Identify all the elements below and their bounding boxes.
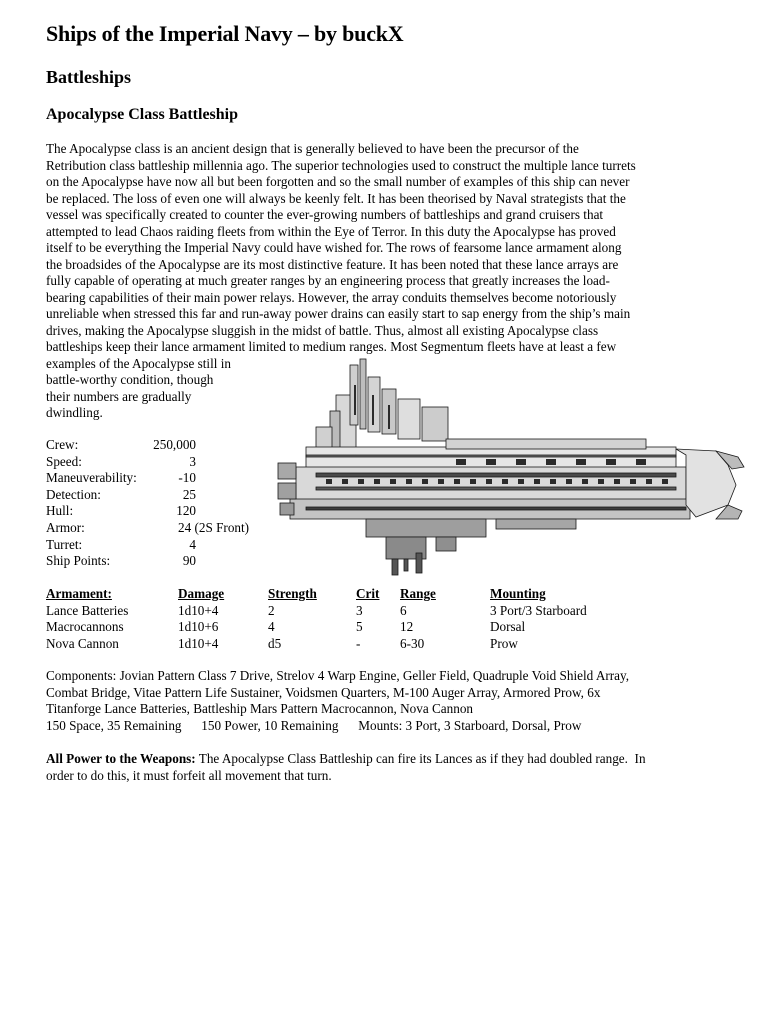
table-cell: 6	[400, 602, 407, 618]
stat-label: Ship Points:	[46, 553, 111, 569]
special-rule-line: order to do this, it must forfeit all movement that turn.	[46, 767, 332, 783]
table-cell: Lance Batteries	[46, 602, 129, 618]
intro-line: the broadsides of the Apocalypse are its most distinctive feature. It has been noted that these lance arrays are	[46, 256, 619, 272]
components-line: 150 Space, 35 Remaining 150 Power, 10 Remaining Mounts: 3 Port, 3 Starboard, Dorsal, Prow	[46, 717, 582, 733]
table-cell: 1d10+6	[178, 619, 219, 635]
table-cell: 6-30	[400, 635, 425, 651]
table-cell: 3 Port/3 Starboard	[490, 602, 587, 618]
special-rule-text: The Apocalypse Class Battleship can fire its Lances as if they had doubled range. In	[195, 751, 646, 766]
table-cell: 3	[356, 602, 363, 618]
intro-line: unreliable when stressed this far and run-away power drains can easily start to sap energy from the ship’s main	[46, 306, 631, 321]
intro-line: dwindling.	[46, 405, 103, 420]
table-cell: 1d10+4	[178, 635, 219, 651]
stat-label: Armor:	[46, 519, 85, 535]
intro-line: bearing capabilities of their main power relays. However, the array conduits themselves become notoriously	[46, 289, 617, 305]
stat-value: 25	[182, 486, 196, 502]
table-cell: 1d10+4	[178, 602, 219, 618]
intro-line: their numbers are gradually	[46, 388, 192, 404]
intro-line: battle-worthy condition, though	[46, 372, 214, 387]
table-cell: 4	[268, 619, 275, 635]
special-rule-paragraph	[46, 751, 736, 784]
table-cell: 5	[356, 619, 363, 635]
components-paragraph	[46, 668, 736, 734]
crit-header: Crit	[356, 586, 380, 601]
stat-label: Hull:	[46, 503, 74, 519]
stat-value: 90	[182, 553, 196, 569]
intro-line: attempted to lead Chaos raiding fleets from within the Eye of Terror. In this duty the Apocalypse has proved	[46, 223, 616, 239]
table-cell: d5	[268, 635, 282, 651]
intro-line: on the Apocalypse have now all but been forgotten and so the small number of examples of this ship can never	[46, 174, 630, 189]
components-line: Combat Bridge, Vitae Pattern Life Sustainer, Voidsmen Quarters, M-100 Auger Array, Armored Prow, 6x	[46, 684, 601, 700]
stat-label: Speed:	[46, 453, 82, 469]
intro-line: itself to be everything the Imperial Navy could have wished for. The rows of fearsome lance armament along	[46, 240, 622, 255]
intro-line: Retribution class battleship millennia ago. The superior technologies used to construct the multiple lance turrets	[46, 157, 636, 173]
intro-line: vessel was specifically created to counter the ever-growing numbers of battleships and grand cruisers that	[46, 207, 604, 222]
intro-line: battleships keep their lance armament limited to medium ranges. Most Segmentum fleets have at least a few	[46, 339, 617, 354]
intro-line: The Apocalypse class is an ancient design that is generally believed to have been the precursor of the	[46, 141, 579, 156]
stat-label: Crew:	[46, 437, 79, 452]
components-line: Titanforge Lance Batteries, Battleship Mars Pattern Macrocannon, Nova Cannon	[46, 701, 474, 717]
stat-label: Detection:	[46, 486, 101, 502]
strength-header: Strength	[268, 586, 317, 601]
table-cell: Dorsal	[490, 619, 526, 635]
special-rule-line	[46, 751, 736, 768]
stat-value: 250,000	[153, 437, 196, 452]
table-cell: Prow	[490, 635, 518, 651]
stat-label: Turret:	[46, 536, 83, 552]
battleship-illustration	[276, 355, 746, 577]
intro-line: examples of the Apocalypse still in	[46, 355, 231, 371]
mounting-header: Mounting	[490, 586, 546, 601]
stat-value: 4	[189, 536, 196, 552]
stat-value: 120	[176, 503, 196, 519]
table-cell: Nova Cannon	[46, 635, 119, 651]
special-rule-heading: All Power to the Weapons:	[46, 751, 196, 766]
document-title: Ships of the Imperial Navy – by buckX	[46, 21, 404, 46]
stat-value: 3	[189, 453, 196, 469]
intro-line: drives, making the Apocalypse sluggish in the midst of battle. Thus, almost all existing Apocalypse class	[46, 322, 599, 338]
range-header: Range	[400, 586, 436, 601]
table-cell: -	[356, 635, 361, 651]
subsection-heading: Apocalypse Class Battleship	[46, 106, 239, 123]
table-cell: Macrocannons	[46, 619, 124, 635]
table-cell: 12	[400, 619, 414, 635]
intro-line: fully capable of operating at much greater ranges by an engineering process that greatly increases the load-	[46, 273, 610, 288]
stat-value: -10	[178, 470, 196, 486]
table-cell: 2	[268, 602, 275, 618]
stat-value: 24 (2S Front)	[178, 519, 250, 535]
stat-label: Maneuverability:	[46, 470, 137, 486]
section-heading: Battleships	[46, 67, 132, 87]
components-line: Components: Jovian Pattern Class 7 Drive, Strelov 4 Warp Engine, Geller Field, Quadruple Void Shield Array,	[46, 668, 630, 683]
armament-header: Armament:	[46, 586, 112, 601]
damage-header: Damage	[178, 586, 225, 601]
intro-line: be replaced. The loss of even one will always be keenly felt. It has been theorised by Naval strategists that the	[46, 190, 626, 206]
